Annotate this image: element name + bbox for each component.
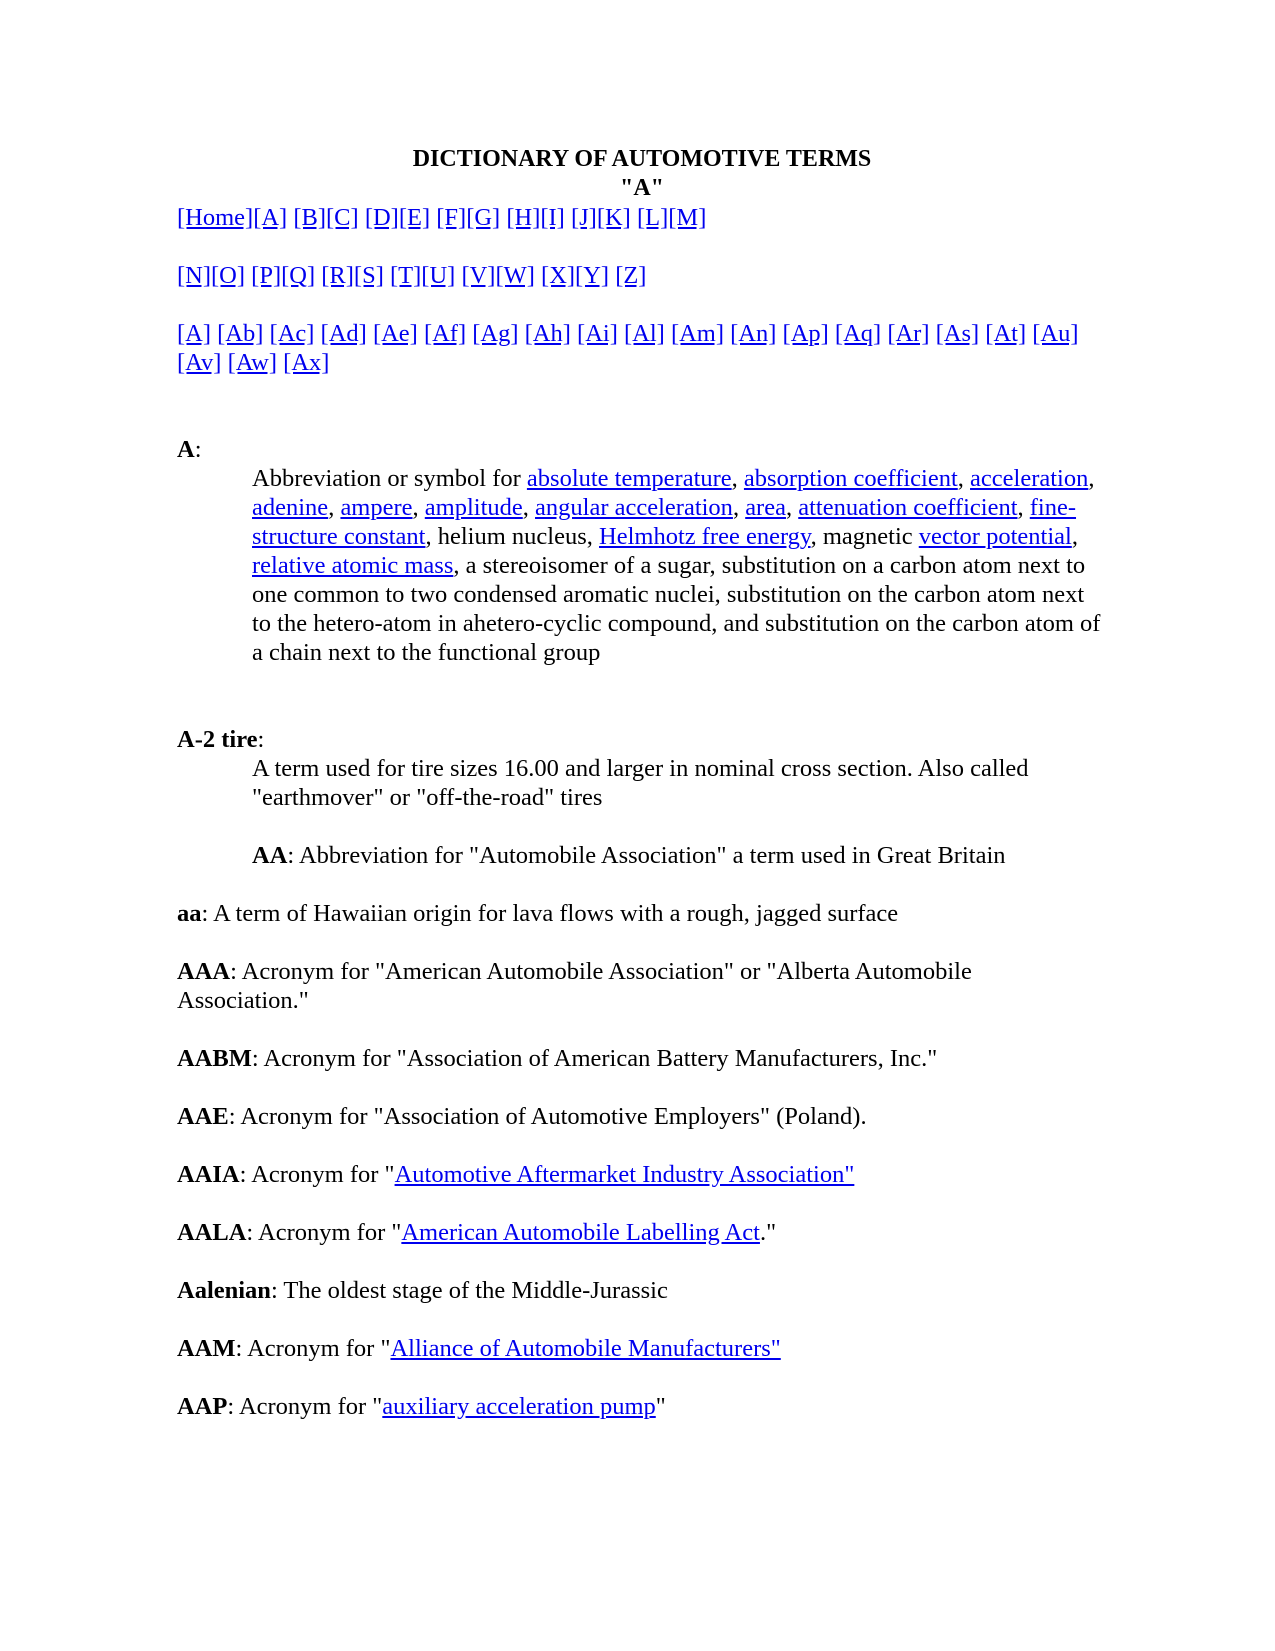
dictionary-page xyxy=(177,145,1107,1421)
page-subtitle: "A" xyxy=(620,175,664,201)
nav-link-ac[interactable]: [Ac] xyxy=(269,320,315,347)
definition-text: : Acronym for "Association of American Battery Manufacturers, Inc." xyxy=(251,1045,938,1072)
term-link-amplitude[interactable]: amplitude xyxy=(424,494,523,521)
definition-text: : The oldest stage of the Middle-Jurassic xyxy=(270,1277,668,1304)
nav-link-w[interactable]: [W] xyxy=(495,262,535,289)
nav-link-b[interactable]: [B] xyxy=(293,204,327,231)
term-link-absorption-coefficient[interactable]: absorption coefficient xyxy=(743,465,958,492)
nav-link-o[interactable]: [O] xyxy=(211,262,246,289)
nav-link-a[interactable]: [A] xyxy=(253,204,288,231)
subsection-nav xyxy=(177,319,1107,377)
nav-link-e[interactable]: [E] xyxy=(398,204,431,231)
entry-a2tire-definition xyxy=(252,754,1107,812)
letter-nav-row-1 xyxy=(177,203,1107,232)
letter-nav-row-2 xyxy=(177,261,1107,290)
definition-text: " xyxy=(655,1393,666,1420)
definition-text: , xyxy=(785,494,799,521)
term-link-auxiliary-acceleration-pump[interactable]: auxiliary acceleration pump xyxy=(382,1393,656,1420)
nav-link-au[interactable]: [Au] xyxy=(1032,320,1079,347)
nav-link-ag[interactable]: [Ag] xyxy=(472,320,519,347)
entry-aabm: AABM: Acronym for "Association of American Battery Manufacturers, Inc." xyxy=(177,1045,938,1072)
nav-link-l[interactable]: [L] xyxy=(636,204,669,231)
definition-text: , a stereoisomer of a sugar, substitution on a carbon atom next to one common to two condensed aromatic nuclei, substitution on the carbon atom next to the hetero-atom in ahetero-cyclic compound, and substitution on the carbon atom of a chain next to the functional group xyxy=(252,552,1101,666)
definition-text: : Acronym for " xyxy=(246,1219,402,1246)
definition-text: , xyxy=(328,494,341,521)
nav-link-ai[interactable]: [Ai] xyxy=(577,320,618,347)
definition-text: ." xyxy=(759,1219,777,1246)
entry-aap: AAP: Acronym for "auxiliary acceleration pump" xyxy=(177,1393,666,1420)
term-link-american-automobile-labelling-act[interactable]: American Automobile Labelling Act xyxy=(401,1219,760,1246)
definition-text: : Acronym for "American Automobile Association" or "Alberta Automobile Association." xyxy=(177,958,972,1014)
nav-link-d[interactable]: [D] xyxy=(364,204,399,231)
definition-text: , xyxy=(1088,465,1095,492)
term-link-area[interactable]: area xyxy=(745,494,786,521)
definition-text: Abbreviation or symbol for xyxy=(252,465,527,492)
entry-aa-upper: AA: Abbreviation for "Automobile Association" a term used in Great Britain xyxy=(252,842,1006,869)
definition-text: : Acronym for " xyxy=(235,1335,391,1362)
nav-link-z[interactable]: [Z] xyxy=(615,262,647,289)
nav-link-ar[interactable]: [Ar] xyxy=(887,320,930,347)
nav-link-g[interactable]: [G] xyxy=(466,204,501,231)
entry-aalenian: Aalenian: The oldest stage of the Middle-Jurassic xyxy=(177,1277,668,1304)
term-link-adenine[interactable]: adenine xyxy=(252,494,329,521)
nav-link-ax[interactable]: [Ax] xyxy=(283,349,330,376)
entry-a-definition xyxy=(252,464,1107,667)
page-title: DICTIONARY OF AUTOMOTIVE TERMS xyxy=(412,146,872,172)
entry-aaa: AAA: Acronym for "American Automobile Association" or "Alberta Automobile Association." xyxy=(177,958,972,1014)
entry-aae: AAE: Acronym for "Association of Automotive Employers" (Poland). xyxy=(177,1103,867,1130)
nav-link-q[interactable]: [Q] xyxy=(281,262,316,289)
term-link-helmhotz-free-energy[interactable]: Helmhotz free energy xyxy=(599,523,811,550)
nav-link-t[interactable]: [T] xyxy=(390,262,422,289)
nav-link-ap[interactable]: [Ap] xyxy=(782,320,829,347)
definition-text: : Acronym for " xyxy=(227,1393,383,1420)
term-link-relative-atomic-mass[interactable]: relative atomic mass xyxy=(252,552,454,579)
nav-link-m[interactable]: [M] xyxy=(668,204,707,231)
nav-link-r[interactable]: [R] xyxy=(321,262,354,289)
term-link-alliance-of-automobile-manufacturers[interactable]: Alliance of Automobile Manufacturers" xyxy=(390,1335,781,1362)
nav-link-h[interactable]: [H] xyxy=(506,204,541,231)
nav-link-c[interactable]: [C] xyxy=(326,204,359,231)
nav-link-k[interactable]: [K] xyxy=(596,204,631,231)
entry-a2tire-term: A-2 tire: xyxy=(177,726,265,753)
nav-link-v[interactable]: [V] xyxy=(461,262,496,289)
definition-text: , xyxy=(957,465,971,492)
nav-link-ae[interactable]: [Ae] xyxy=(372,320,418,347)
nav-link-x[interactable]: [X] xyxy=(541,262,576,289)
nav-link-a[interactable]: [A] xyxy=(177,320,212,347)
nav-link-f[interactable]: [F] xyxy=(436,204,467,231)
definition-text: , xyxy=(412,494,425,521)
definition-text: : Abbreviation for "Automobile Association" a term used in Great Britain xyxy=(287,842,1006,869)
term-link-acceleration[interactable]: acceleration xyxy=(970,465,1089,492)
entry-aam: AAM: Acronym for "Alliance of Automobile Manufacturers" xyxy=(177,1335,781,1362)
nav-link-aq[interactable]: [Aq] xyxy=(834,320,882,347)
nav-link-s[interactable]: [S] xyxy=(353,262,384,289)
nav-link-am[interactable]: [Am] xyxy=(670,320,725,347)
definition-text: , xyxy=(732,494,746,521)
nav-link-n[interactable]: [N] xyxy=(177,262,212,289)
definition-text: : A term of Hawaiian origin for lava flows with a rough, jagged surface xyxy=(201,900,899,927)
nav-link-home[interactable]: [Home] xyxy=(177,204,254,231)
nav-link-at[interactable]: [At] xyxy=(985,320,1027,347)
entry-aala: AALA: Acronym for "American Automobile Labelling Act." xyxy=(177,1219,777,1246)
nav-link-as[interactable]: [As] xyxy=(935,320,980,347)
entry-aa-lower: aa: A term of Hawaiian origin for lava flows with a rough, jagged surface xyxy=(177,900,899,927)
term-link-automotive-aftermarket-industry-association[interactable]: Automotive Aftermarket Industry Association" xyxy=(394,1161,855,1188)
nav-link-aw[interactable]: [Aw] xyxy=(227,349,278,376)
term-link-vector-potential[interactable]: vector potential xyxy=(918,523,1072,550)
nav-link-af[interactable]: [Af] xyxy=(423,320,467,347)
definition-text: A term used for tire sizes 16.00 and larger in nominal cross section. Also called "earthmover" or "off-the-road" tires xyxy=(252,755,1029,811)
nav-link-an[interactable]: [An] xyxy=(730,320,777,347)
term-link-attenuation-coefficient[interactable]: attenuation coefficient xyxy=(798,494,1018,521)
definition-text: , helium nucleus, xyxy=(425,523,600,550)
definition-text: : Acronym for " xyxy=(239,1161,395,1188)
term-link-fine-structure-constant[interactable]: fine-structure constant xyxy=(252,494,1077,550)
nav-link-y[interactable]: [Y] xyxy=(575,262,610,289)
definition-text: , xyxy=(731,465,744,492)
entry-aaia: AAIA: Acronym for "Automotive Aftermarket Industry Association" xyxy=(177,1161,855,1188)
nav-link-ah[interactable]: [Ah] xyxy=(524,320,571,347)
nav-link-ab[interactable]: [Ab] xyxy=(217,320,264,347)
nav-link-u[interactable]: [U] xyxy=(421,262,456,289)
entry-a-term: A: xyxy=(177,436,202,463)
definition-text: : Acronym for "Association of Automotive Employers" (Poland). xyxy=(228,1103,867,1130)
definition-text: , xyxy=(1017,494,1030,521)
nav-link-ad[interactable]: [Ad] xyxy=(320,320,367,347)
nav-link-al[interactable]: [Al] xyxy=(623,320,665,347)
nav-link-i[interactable]: [I] xyxy=(540,204,565,231)
definition-text: , xyxy=(522,494,536,521)
definition-text: , magnetic xyxy=(810,523,919,550)
nav-link-av[interactable]: [Av] xyxy=(177,349,222,376)
term-link-ampere[interactable]: ampere xyxy=(340,494,413,521)
nav-link-p[interactable]: [P] xyxy=(251,262,282,289)
term-link-absolute-temperature[interactable]: absolute temperature xyxy=(526,465,732,492)
definition-text: , xyxy=(1071,523,1078,550)
term-link-angular-acceleration[interactable]: angular acceleration xyxy=(535,494,733,521)
nav-link-j[interactable]: [J] xyxy=(570,204,597,231)
